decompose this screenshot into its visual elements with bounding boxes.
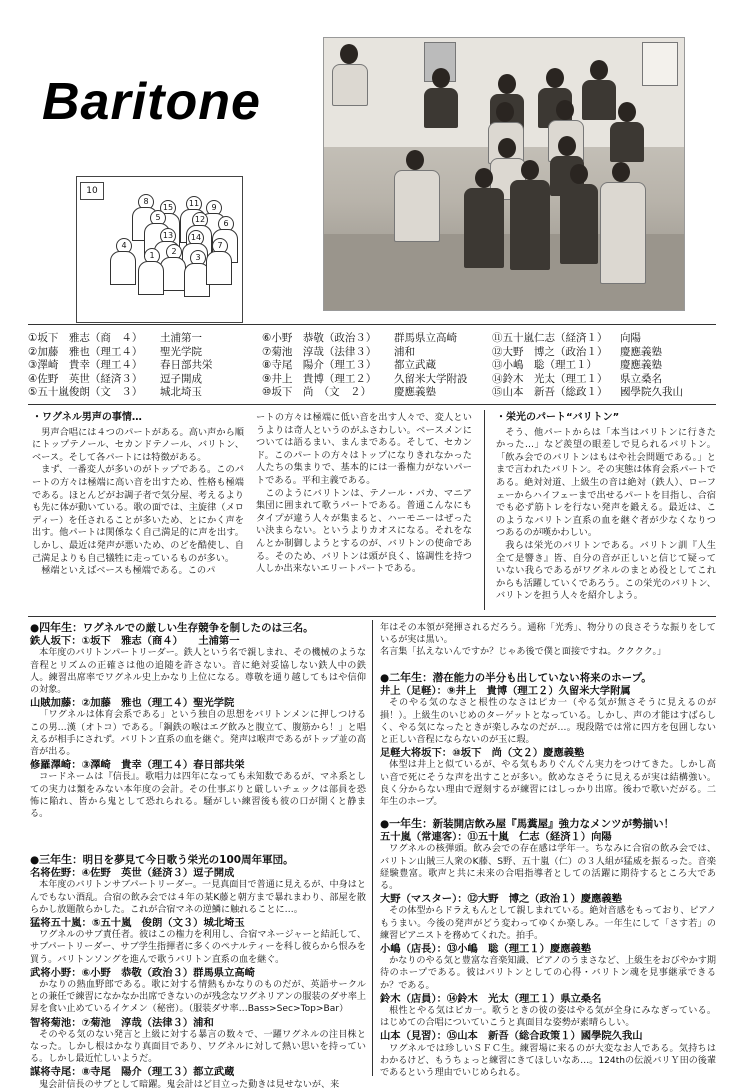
person [332, 44, 366, 104]
section-heading: ●三年生：明日を夢見て今日歌う栄光の100周年軍団。 [30, 853, 294, 866]
seat: 4 [110, 238, 136, 284]
section-heading: ●四年生：ワグネルでの厳しい生存競争を制したのは三名。 [30, 621, 314, 634]
divider [372, 620, 373, 1076]
seating-diagram [76, 176, 242, 322]
roster-entry: ⑦菊池 淳哉（法律３） 浦和 [262, 345, 415, 358]
roster-entry: ⑨井上 貴博（理工２） 久留米大学附設 [262, 372, 468, 385]
article-heading: ・ワグネル男声の事情… [32, 412, 142, 423]
roster-column [28, 332, 250, 400]
paragraph: ートの方々は極端に低い音を出す人々で、変人というよりは奇人というのがふさわしい。ベースメンについては語るまい、まんまである。そして、セカンド。このパートの方々はトップになりきれなかった人たちの集まりで、基本的には一番権力がないパートである。平和主義である。 [256, 412, 472, 486]
group-photo [323, 37, 685, 311]
roster-entry: ⑥小野 恭敬（政治３） 群馬県立高崎 [262, 332, 457, 344]
continuation [380, 622, 716, 670]
diagram-tag: 10 [80, 182, 104, 200]
member-description: 本年度のバリトンパートリーダー。鉄人という名で親しまれ、その機械のような音程とリズムの正確さは他の追随を許さない。音に絶対妥協しない鉄人中の鉄人。練習出席率でワグネル史上かなり上位になる。尊敬を通り越してもはや信仰の対象。 [30, 648, 367, 696]
paragraph: 男声合唱には４つのパートがある。高い声から順にトップテノール、セカンドテノール、バリトン、ベース。そして各パートには特徴がある。 [32, 426, 244, 463]
article-men-voices-col2 [256, 412, 472, 610]
page-title: Baritone [42, 73, 261, 131]
member-name: 智将菊池：⑦菊池 淳哉（法律３）浦和 [30, 1016, 214, 1029]
member-description: ワグネルでは珍しいＳＦＣ生。練習場に来るのが大変なお人である。気持ちはわかるけど、もうちょっと練習にきてほしいなあ…。124thの伝説バリＹ田の後輩であるという理由でいじめられる。 [380, 1043, 716, 1079]
article-heading: ・栄光のパート“バリトン” [496, 412, 620, 423]
member-description: かなりのやる気と豊富な音楽知識、ピアノのうまさなど、上級生をおびやかす期待のホープである。彼はバリトンとしての心得・バリトン魂を見事継承できるか？である。 [380, 956, 716, 991]
roster-entry: ⑮山本 新吾（総政１） 國學院久我山 [492, 386, 683, 399]
seat: 7 [206, 238, 232, 284]
member-name: 小嶋（店長）：⑬小嶋 聡（理工１）慶應義塾 [380, 943, 592, 956]
divider [28, 324, 716, 325]
roster-entry: ③澤崎 貴幸（理工４） 春日部共栄 [28, 359, 213, 372]
article-men-voices-col1 [32, 412, 244, 610]
seat: 8 [132, 194, 158, 240]
seat: 6 [212, 216, 238, 262]
member-name: 鉄人坂下：①坂下 雅志（商４） 土浦第一 [30, 635, 240, 648]
member-description: そのやる気のなさと根性のなさはピカ一（やる気が無さそうに見えるのが損！）。上級生のいじめのターゲットとなっている。しかし、声の才能はすばらしく、やる気になったときが楽しみなのだが…。現段階では常に四方を包囲しないと正しい音程にならないのが玉に瑕。 [380, 698, 716, 746]
seat: 13 [154, 228, 180, 274]
seat: 12 [186, 212, 212, 258]
person [600, 162, 644, 282]
seat: 3 [184, 250, 210, 296]
quote: 名言集「払えないんですか？じゃあ後で僕と面接ですね。クククク。」 [380, 647, 667, 658]
roster-entry: ②加藤 雅也（理工４） 聖光学院 [28, 345, 202, 358]
roster-entry: ⑭鈴木 光太（理工１） 県立桑名 [492, 372, 662, 385]
member-name: 謀将寺尾：⑧寺尾 陽介（理工３）都立武蔵 [30, 1066, 235, 1079]
seat: 14 [182, 230, 208, 276]
paragraph: そう、他パートからは「本当はバリトンに行きたかった…」など羨望の眼差しで見られるバリトン。「飲み会でのバリトンはもはや社会問題である。」とまで言われたバリトン。その実態は体育会系パートである。絶対対道、上級生の音は絶対（鉄人）、ローフェーからハイフェーまで出せるパートを目指し、合宿でも必ず筋トレを行ない発声を鍛える。最近は、このようなバリトン直系の血を継ぐ者が少なくなりつつあるのが嘆かわしい。 [496, 426, 716, 539]
person [610, 102, 644, 162]
seat: 11 [180, 196, 206, 242]
roster-entry: ⑩坂下 尚 （文 ２） 慶應義塾 [262, 386, 436, 399]
seat: 2 [160, 244, 186, 290]
member-name: 山本（見習）：⑮山本 新吾（総合政策１）國學院久我山 [380, 1030, 643, 1043]
member-description: 根性とやる気はピカ一。歌うときの彼の姿はやる気が全身にみなぎっている。はじめての合唱についていこうと真面目な姿勢が素晴らしい。 [380, 1006, 716, 1029]
member-name: 猛将五十嵐：⑤五十嵐 俊朗（文３）城北埼玉 [30, 917, 245, 930]
divider [28, 404, 716, 405]
paragraph: このようにバリトンは、テノール・バカ、マニア集団に囲まれて歌うパートである。普通こんなにもタイプが違う人々が集まると、ハーモニーはぜったい決まらない。というよりカオスになる。それをなんとか制御しようとするのが、バリトンの使命である。そのため、バリトンは頭が良く、協調性を持つ人しか出来ないエリートパートである。 [256, 487, 472, 575]
grade4-section [30, 622, 366, 846]
grade2-section [380, 672, 716, 814]
member-description: 「ワグネルは体育会系である」という独自の思想をバリトンメンに押しつけるこの男…漢（オトコ）である。「鋼鉄の喉はエグ飲みと腹立て、腹筋から！」と唱えるが相手にされず。バリトン直系の血を継ぐ。発声は喉声であるがトップ並の高音が出る。 [30, 710, 366, 758]
member-description: ワグネルのサブ責任者。彼はこの権力を利用し、合宿マネージャーと結託して、サブパートリーダー、サブ学生指揮者に多くのペナルティーを科し彼らから恨みを買う。バリトンソングを進んで歌うバリトン直系の血を継ぐ。 [30, 930, 366, 965]
section-heading: ●二年生：潜在能力の半分も出していない将来のホープ。 [380, 671, 652, 684]
section-heading: ●一年生：新装開店飲み屋『馬糞屋』強力なメンツが勢揃い！ [380, 817, 675, 830]
divider [484, 410, 485, 610]
paragraph: 我らは栄光のバリトンである。バリトン訓『人生全て是響き』皆、自分の音が正しいと信じて疑っていない我らであるがワグネルのまとめ役としてこれからも活躍していくであろう。この栄光のバリトン、バリトンを担う人々を紹介しよう。 [496, 539, 716, 602]
seat: 15 [154, 200, 180, 246]
grade1-section [380, 817, 716, 1079]
member-name: 大野（マスター）：⑫大野 博之（政治１）慶應義塾 [380, 893, 622, 906]
member-description: ワグネルの核弾頭。飲み会での存在感は学年一。ちなみに合宿の飲み会では、バリトン山賊三人衆のK藤、S野、五十嵐（仁）の３人組が猛威を振るった。音楽経験豊富。歌声と共に未来の合唱指導者としての活躍に期待するところ大である。 [380, 844, 716, 892]
member-name: 井上（足軽）：⑨井上 貴博（理工２）久留米大学附属 [380, 685, 631, 698]
member-description: そのやる気のない発言と上級に対する暴言の数々で、一躍ワグネルの注目株となった。しかし根はかなり真面目であり、ワグネルに対して熱い思いを持っている。しかし最近忙しいようだ。 [30, 1029, 366, 1065]
member-name: 武将小野：⑥小野 恭敬（政治３）群馬県立高崎 [30, 966, 255, 979]
roster-entry: ①坂下 雅志（商 ４） 土浦第一 [28, 332, 202, 344]
photo-frame-icon [642, 42, 678, 86]
person [394, 150, 438, 240]
member-description: その体型からドラえもんとして親しまれている。絶対音感をもっており、ピアノもうまい。今後の発声がどう変わってゆくか楽しみ。一年生にして「さす若」の練習ピアニストを務めてくれた。拍手。 [380, 906, 716, 941]
member-name: 鈴木（店員）：⑭鈴木 光太（理工１）県立桑名 [380, 992, 602, 1005]
person [560, 164, 598, 264]
member-name: 名将佐野：④佐野 英世（経済３）逗子開成 [30, 867, 235, 880]
member-description: コードネームは『信長』。歌唱力は四年になっても未知数であるが、マネ系としての実力は類をみない本年度の会計。その仕事ぶりと厳しいチェックは部員を恐怖に陥れ、皆から鬼として恐れられる。騒がしい練習後も彼の口が開くと静まる。 [30, 772, 366, 820]
divider [28, 616, 716, 617]
roster-entry: ④佐野 英世（経済３） 逗子開成 [28, 372, 202, 385]
article-glory-part [496, 412, 716, 610]
person [510, 160, 550, 270]
roster-column [262, 332, 490, 400]
seat: 5 [144, 210, 170, 256]
member-name: 五十嵐（常連客）：⑪五十嵐 仁志（経済１）向陽 [380, 831, 612, 844]
roster-entry: ⑧寺尾 陽介（理工３） 都立武蔵 [262, 359, 436, 372]
person [464, 168, 504, 268]
seat: 9 [200, 200, 226, 246]
member-description: かなりの熱血野郎である。歌に対する情熱もかなりのものだが、英語サークルとの兼任で練習になかなか出席できないのが残念なワグネリアンの服装のダサ率上昇を食い止めているイケメン（秘密）。（服装ダサ率…Bass>Sec>Top>Bar） [30, 980, 367, 1015]
grade3-section [30, 853, 367, 1090]
roster-column [492, 332, 716, 400]
member-name: 修羅澤崎：③澤崎 貴幸（理工４）春日部共栄 [30, 759, 245, 772]
member-description: 本年度のバリトンサブパートリーダー。一見真面目で普通に見えるが、中身はとんでもない酒乱。合宿の飲み会では４年の某K藤と朝方まで暴れまわり、部屋を散らかし放題散らかした。これが合宿マネの逆鱗に触れることに…。 [30, 880, 366, 915]
paragraph: 年はその本領が発揮されるだろう。通称「光秀」、物分りの良さそうな振りをしているが実は黒い。 [380, 623, 716, 646]
seat: 1 [138, 248, 164, 294]
roster-entry: ⑬小嶋 聡（理工１） 慶應義塾 [492, 359, 662, 372]
member-name: 足軽大将坂下：⑩坂下 尚（文２）慶應義塾 [380, 747, 585, 760]
roster-entry: ⑤五十嵐俊朗（文 ３） 城北埼玉 [28, 386, 202, 399]
person [424, 68, 458, 128]
paragraph: まず、一番変人が多いのがトップである。このパートの方々は極端に高い音を出すため、性格も極端である。ほとんどがお調子者で気分屋、考えるよりも先に体が動いている。歌の面では、主旋律（メロディー）を任されることが多いため、とにかく声を出す。他パートは関係なく自己満足的に声を出す。しかし、最近は発声が悪いため、のどを酷使し、自己満足よりも自己犠牲に走っているものが多い。 [32, 464, 244, 564]
paragraph: 極端といえばベースも極端である。このパ [41, 565, 216, 577]
roster-entry: ⑫大野 博之（政治１） 慶應義塾 [492, 345, 662, 358]
member-name: 山賊加藤：②加藤 雅也（理工４）聖光学院 [30, 697, 235, 710]
member-description: 体型は井上と似ているが、やる気もありぐんぐん実力をつけてきた。しかし高い音で死にそうな声を出すことが多い。飲めなさそうに見えるが実は結構強い。良く分からない理由で遅刻するが練習にはしっかり出席。後わで歌いだがる。二年生のホープ。 [380, 760, 716, 808]
member-description: 鬼会計信長のサブとして暗躍。鬼会計はど目立った動きは見せないが、来 [39, 1079, 340, 1090]
roster-entry: ⑪五十嵐仁志（経済１） 向陽 [492, 332, 641, 344]
